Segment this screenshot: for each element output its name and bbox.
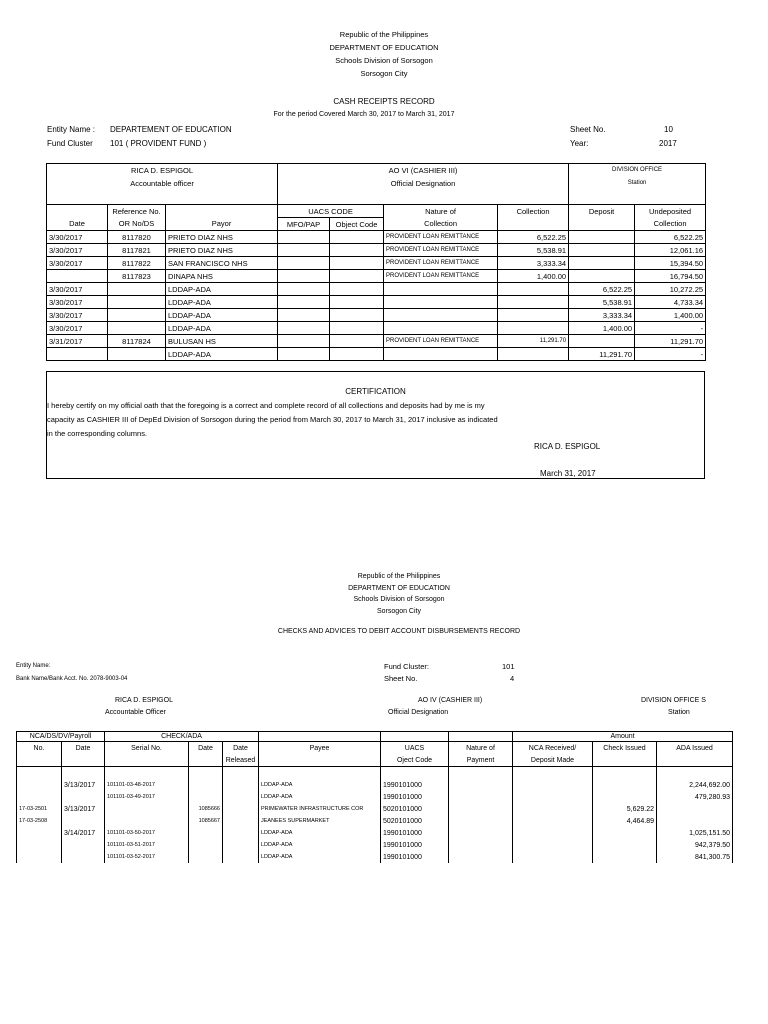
cr-cell-mfo bbox=[278, 348, 330, 361]
cd-cell-nca-received bbox=[513, 827, 593, 839]
cd-cell-date bbox=[62, 815, 105, 827]
cr-cell-date: 3/30/2017 bbox=[47, 322, 108, 335]
cr-cell-object bbox=[330, 283, 384, 296]
cr-cell-nature: PROVIDENT LOAN REMITTANCE bbox=[384, 335, 498, 348]
cr-cell-object bbox=[330, 335, 384, 348]
cd-sheet-label: Sheet No. bbox=[384, 674, 418, 683]
cd-designation: AO IV (CASHIER III) bbox=[418, 697, 483, 704]
cd-cell-ada-issued: 942,379.50 bbox=[657, 839, 733, 851]
cr-col-payor-top bbox=[166, 205, 278, 218]
cr-cell-nature: PROVIDENT LOAN REMITTANCE bbox=[384, 257, 498, 270]
cr-cell-nature bbox=[384, 348, 498, 361]
cr-cell-object bbox=[330, 309, 384, 322]
cd-cell-payee: LDDAP-ADA bbox=[259, 779, 381, 791]
cd-cell-check-no bbox=[189, 827, 223, 839]
cr-cell-nature: PROVIDENT LOAN REMITTANCE bbox=[384, 231, 498, 244]
cr-cell-payor: PRIETO DIAZ NHS bbox=[166, 244, 278, 257]
cd-cell-nature bbox=[449, 827, 513, 839]
cd-cell-check-no bbox=[189, 791, 223, 803]
cd-cell-date: 3/14/2017 bbox=[62, 827, 105, 839]
cr-cell-deposit: 6,522.25 bbox=[569, 283, 635, 296]
cr-entity-label: Entity Name : bbox=[47, 125, 96, 134]
cr-cell-object bbox=[330, 296, 384, 309]
cr-col-date: Date bbox=[47, 218, 108, 231]
cr-colhead-row-2 bbox=[47, 218, 706, 231]
cd-cell-released bbox=[223, 839, 259, 851]
cd-cell-check-issued bbox=[593, 791, 657, 803]
cd-col-payee: Payee bbox=[259, 742, 381, 755]
cd-body bbox=[17, 779, 733, 863]
cd-cell-ada-issued: 479,280.93 bbox=[657, 791, 733, 803]
cd-col-date2: Date bbox=[189, 742, 223, 755]
cd-designation-label: Official Designation bbox=[388, 709, 449, 716]
certification-line: capacity as CASHIER III of DepEd Division of Sorsogon during the period from March 30, 2017 to March 31, 2017 inclusive as indicated bbox=[47, 415, 498, 424]
cd-head-row-3 bbox=[17, 754, 733, 767]
cd-cell-check-no bbox=[189, 851, 223, 863]
cr-body bbox=[47, 231, 706, 361]
cr-cell-nature: PROVIDENT LOAN REMITTANCE bbox=[384, 270, 498, 283]
cr-cell-collection bbox=[498, 296, 569, 309]
cd-col-ada-issued: ADA Issued bbox=[657, 742, 733, 755]
cr-cell-mfo bbox=[278, 270, 330, 283]
cd-cell-check-issued bbox=[593, 839, 657, 851]
cd-officer-label: Accountable Officer bbox=[105, 709, 166, 716]
cd-station: DIVISION OFFICE S bbox=[641, 697, 706, 704]
cd-cell-serial: 101101-03-49-2017 bbox=[105, 791, 189, 803]
cr-col-deposit: Deposit bbox=[569, 205, 635, 218]
cr-header-line: DEPARTMENT OF EDUCATION bbox=[329, 43, 439, 52]
cr-col-object: Object Code bbox=[330, 218, 384, 231]
cd-head-blank bbox=[593, 754, 657, 767]
cd-col-date: Date bbox=[62, 742, 105, 755]
cr-cell-mfo bbox=[278, 244, 330, 257]
cd-col-nca-received-top: NCA Received/ bbox=[513, 742, 593, 755]
cr-period: For the period Covered March 30, 2017 to March 31, 2017 bbox=[273, 111, 455, 118]
cr-cell-payor: PRIETO DIAZ NHS bbox=[166, 231, 278, 244]
cr-cell-collection bbox=[498, 309, 569, 322]
cr-cell-nature: PROVIDENT LOAN REMITTANCE bbox=[384, 244, 498, 257]
cr-cell-deposit: 11,291.70 bbox=[569, 348, 635, 361]
cr-header-line: Schools Division of Sorsogon bbox=[335, 56, 433, 65]
certification-date: March 31, 2017 bbox=[540, 469, 596, 478]
cr-cell-ref bbox=[108, 296, 166, 309]
certification-signatory: RICA D. ESPIGOL bbox=[534, 442, 601, 451]
cd-officer-name: RICA D. ESPIGOL bbox=[115, 697, 173, 704]
cd-head-blank bbox=[189, 754, 223, 767]
cr-cell-deposit bbox=[569, 257, 635, 270]
cd-col-nca: NCA/DS/DV/Payroll bbox=[17, 732, 105, 742]
cd-col-released-bottom: Released bbox=[223, 754, 259, 767]
cd-cell-date bbox=[62, 791, 105, 803]
cr-cell-mfo bbox=[278, 296, 330, 309]
cr-fund-label: Fund Cluster bbox=[47, 139, 93, 148]
cd-table-row bbox=[17, 791, 733, 803]
cd-cell-uacs: 1990101000 bbox=[381, 791, 449, 803]
cd-head-blank bbox=[657, 754, 733, 767]
cd-cell-released bbox=[223, 815, 259, 827]
cd-cell-date bbox=[62, 839, 105, 851]
cr-cell-object bbox=[330, 348, 384, 361]
cr-sheet-label: Sheet No. bbox=[570, 125, 606, 134]
cr-cell-deposit bbox=[569, 270, 635, 283]
cd-cell-no bbox=[17, 791, 62, 803]
cr-cell-ref bbox=[108, 309, 166, 322]
cr-cell-mfo bbox=[278, 309, 330, 322]
cr-cell-payor: LDDAP-ADA bbox=[166, 348, 278, 361]
cd-head-blank bbox=[105, 754, 189, 767]
cd-cell-ada-issued: 1,025,151.50 bbox=[657, 827, 733, 839]
cr-table-row bbox=[47, 322, 706, 335]
cr-table-row bbox=[47, 348, 706, 361]
cd-cell-released bbox=[223, 791, 259, 803]
cr-cell-payor: LDDAP-ADA bbox=[166, 322, 278, 335]
cd-table-row bbox=[17, 779, 733, 791]
cr-cell-ref: 8117821 bbox=[108, 244, 166, 257]
cd-col-uacs-top: UACS bbox=[381, 742, 449, 755]
cd-header-line: Sorsogon City bbox=[377, 607, 421, 615]
cd-cell-check-issued: 5,629.22 bbox=[593, 803, 657, 815]
cr-station: DIVISION OFFICE bbox=[612, 167, 663, 173]
cr-header-line: Republic of the Philippines bbox=[339, 30, 429, 39]
cd-col-no: No. bbox=[17, 742, 62, 755]
cd-table-row bbox=[17, 803, 733, 815]
cd-cell-no bbox=[17, 851, 62, 863]
cr-col-uacs: UACS CODE bbox=[278, 205, 384, 218]
cr-year-label: Year: bbox=[570, 139, 589, 148]
cd-col-nature-top: Nature of bbox=[449, 742, 513, 755]
cr-col-collection-bottom bbox=[498, 218, 569, 231]
cr-cell-mfo bbox=[278, 283, 330, 296]
cd-cell-ada-issued: 841,300.75 bbox=[657, 851, 733, 863]
cd-cell-serial bbox=[105, 803, 189, 815]
cd-cell-date: 3/13/2017 bbox=[62, 779, 105, 791]
cd-cell-check-issued bbox=[593, 851, 657, 863]
cr-col-undep-top: Undeposited bbox=[635, 205, 706, 218]
cr-cell-deposit bbox=[569, 244, 635, 257]
cr-cell-nature bbox=[384, 296, 498, 309]
cr-cell-date: 3/30/2017 bbox=[47, 257, 108, 270]
cr-cell-object bbox=[330, 270, 384, 283]
cr-col-date-top bbox=[47, 205, 108, 218]
cd-col-serial: Serial No. bbox=[105, 742, 189, 755]
cr-station-cell bbox=[569, 164, 706, 205]
cr-cell-date: 3/30/2017 bbox=[47, 283, 108, 296]
cd-table-row bbox=[17, 839, 733, 851]
cr-cell-payor: LDDAP-ADA bbox=[166, 309, 278, 322]
cr-cell-ref bbox=[108, 283, 166, 296]
cr-cell-nature bbox=[384, 283, 498, 296]
cr-cell-object bbox=[330, 231, 384, 244]
cr-cell-ref bbox=[108, 348, 166, 361]
cd-cell-payee: JEANEES SUPERMARKET bbox=[259, 815, 381, 827]
cr-cell-collection bbox=[498, 283, 569, 296]
cd-cell-released bbox=[223, 803, 259, 815]
cd-cell-nca-received bbox=[513, 803, 593, 815]
cr-title: CASH RECEIPTS RECORD bbox=[333, 97, 435, 106]
cr-cell-date bbox=[47, 348, 108, 361]
cd-col-amount: Amount bbox=[513, 732, 733, 742]
cd-col-blank bbox=[449, 732, 513, 742]
cr-cell-object bbox=[330, 322, 384, 335]
cd-bank-label: Bank Name/Bank Acct. No. 2078-9003-04 bbox=[16, 676, 128, 682]
cr-officer-cell bbox=[47, 164, 278, 205]
cr-officer-name: RICA D. ESPIGOL bbox=[130, 166, 194, 175]
cr-fund-value: 101 ( PROVIDENT FUND ) bbox=[110, 139, 207, 148]
cd-cell-payee: PRIMEWATER INFRASTRUCTURE COR bbox=[259, 803, 381, 815]
cd-sheet-value: 4 bbox=[510, 674, 515, 683]
cd-cell-nca-received bbox=[513, 851, 593, 863]
cr-cell-collection bbox=[498, 322, 569, 335]
cd-cell-nature bbox=[449, 839, 513, 851]
cd-cell-check-no bbox=[189, 839, 223, 851]
cd-cell-no bbox=[17, 827, 62, 839]
cr-cell-date: 3/31/2017 bbox=[47, 335, 108, 348]
cash-receipts-table bbox=[46, 163, 706, 361]
cd-cell-released bbox=[223, 779, 259, 791]
cr-table-row bbox=[47, 283, 706, 296]
cd-station-label: Station bbox=[668, 709, 690, 716]
cr-col-ref-bottom: OR No/DS bbox=[108, 218, 166, 231]
cd-cell-no: 17-03-2508 bbox=[17, 815, 62, 827]
cd-cell-payee: LDDAP-ADA bbox=[259, 839, 381, 851]
cd-cell-ada-issued bbox=[657, 803, 733, 815]
cr-cell-collection: 3,333.34 bbox=[498, 257, 569, 270]
cr-colhead-row-1 bbox=[47, 205, 706, 218]
cd-title: CHECKS AND ADVICES TO DEBIT ACCOUNT DISBURSEMENTS RECORD bbox=[277, 628, 521, 635]
cd-cell-payee: LDDAP-ADA bbox=[259, 851, 381, 863]
cd-cell-ada-issued bbox=[657, 815, 733, 827]
cd-cell-nca-received bbox=[513, 779, 593, 791]
cr-cell-nature bbox=[384, 322, 498, 335]
cd-cell-uacs: 1990101000 bbox=[381, 827, 449, 839]
cr-col-mfo: MFO/PAP bbox=[278, 218, 330, 231]
cr-table-row bbox=[47, 335, 706, 348]
cr-cell-date: 3/30/2017 bbox=[47, 244, 108, 257]
cr-cell-payor: LDDAP-ADA bbox=[166, 296, 278, 309]
cd-cell-serial: 101101-03-51-2017 bbox=[105, 839, 189, 851]
cd-cell-uacs: 5020101000 bbox=[381, 815, 449, 827]
cd-head-row-2 bbox=[17, 742, 733, 755]
cr-cell-ref: 8117823 bbox=[108, 270, 166, 283]
cd-col-released-top: Date bbox=[223, 742, 259, 755]
certification-box bbox=[46, 371, 705, 479]
cd-cell-payee: LDDAP-ADA bbox=[259, 827, 381, 839]
cr-cell-deposit: 1,400.00 bbox=[569, 322, 635, 335]
cr-cell-date: 3/30/2017 bbox=[47, 231, 108, 244]
cd-head-row-1 bbox=[17, 732, 733, 742]
cr-cell-deposit bbox=[569, 335, 635, 348]
cd-letterhead bbox=[0, 571, 768, 617]
cd-cell-nca-received bbox=[513, 839, 593, 851]
cr-cell-undeposited: 4,733.34 bbox=[635, 296, 706, 309]
cd-cell-serial: 101101-03-48-2017 bbox=[105, 779, 189, 791]
cr-cell-date bbox=[47, 270, 108, 283]
cd-cell-no: 17-03-2501 bbox=[17, 803, 62, 815]
cr-cell-undeposited: 11,291.70 bbox=[635, 335, 706, 348]
cd-col-check-ada: CHECK/ADA bbox=[105, 732, 259, 742]
cr-cell-payor: LDDAP-ADA bbox=[166, 283, 278, 296]
cr-sheet-value: 10 bbox=[664, 125, 673, 134]
cr-cell-mfo bbox=[278, 335, 330, 348]
cr-col-undep-bottom: Collection bbox=[635, 218, 706, 231]
cd-cell-released bbox=[223, 827, 259, 839]
cr-cell-undeposited: 1,400.00 bbox=[635, 309, 706, 322]
cd-cell-uacs: 1990101000 bbox=[381, 839, 449, 851]
cr-cell-ref bbox=[108, 322, 166, 335]
cd-table-row bbox=[17, 851, 733, 863]
cr-cell-mfo bbox=[278, 231, 330, 244]
cd-cell-payee: LDDAP-ADA bbox=[259, 791, 381, 803]
cr-cell-object bbox=[330, 244, 384, 257]
cr-col-nature-bottom: Collection bbox=[384, 218, 498, 231]
cr-cell-collection: 5,538.91 bbox=[498, 244, 569, 257]
cd-cell-nature bbox=[449, 791, 513, 803]
cr-cell-ref: 8117824 bbox=[108, 335, 166, 348]
cr-officer-row bbox=[47, 164, 706, 205]
cd-head-blank bbox=[259, 754, 381, 767]
cr-designation-cell bbox=[278, 164, 569, 205]
cr-col-collection: Collection bbox=[498, 205, 569, 218]
cr-cell-collection: 6,522.25 bbox=[498, 231, 569, 244]
cr-table-row bbox=[47, 296, 706, 309]
cr-cell-payor: DINAPA NHS bbox=[166, 270, 278, 283]
cd-head-blank bbox=[62, 754, 105, 767]
cd-cell-date bbox=[62, 851, 105, 863]
cr-cell-mfo bbox=[278, 257, 330, 270]
cr-cell-collection: 1,400.00 bbox=[498, 270, 569, 283]
cr-header-line: Sorsogon City bbox=[360, 69, 408, 78]
cd-cell-serial bbox=[105, 815, 189, 827]
cd-table-row bbox=[17, 827, 733, 839]
cr-cell-collection: 11,291.70 bbox=[498, 335, 569, 348]
certification-line: I hereby certify on my official oath that the foregoing is a correct and complete record of all collections and deposits had by me is my bbox=[47, 401, 485, 410]
cr-col-deposit-bottom bbox=[569, 218, 635, 231]
cr-col-nature-top: Nature of bbox=[384, 205, 498, 218]
cd-header-line: DEPARTMENT OF EDUCATION bbox=[348, 584, 450, 592]
cd-fund-label: Fund Cluster: bbox=[384, 662, 430, 671]
cr-cell-date: 3/30/2017 bbox=[47, 309, 108, 322]
cd-col-blank bbox=[381, 732, 449, 742]
cd-fund-value: 101 bbox=[502, 662, 515, 671]
cr-cell-undeposited: 10,272.25 bbox=[635, 283, 706, 296]
cr-col-payor: Payor bbox=[166, 218, 278, 231]
cr-officer-label: Accountable officer bbox=[130, 179, 194, 188]
cd-cell-nca-received bbox=[513, 815, 593, 827]
cr-cell-nature bbox=[384, 309, 498, 322]
cr-cell-payor: BULUSAN HS bbox=[166, 335, 278, 348]
cr-table-row bbox=[47, 309, 706, 322]
cd-col-nca-received-bottom: Deposit Made bbox=[513, 754, 593, 767]
cr-letterhead bbox=[0, 28, 768, 80]
cd-header-line: Republic of the Philippines bbox=[357, 573, 441, 580]
cd-cell-nature bbox=[449, 851, 513, 863]
certification-line: in the corresponding columns. bbox=[47, 429, 148, 438]
cd-cell-no bbox=[17, 779, 62, 791]
cd-table-row bbox=[17, 815, 733, 827]
cr-cell-object bbox=[330, 257, 384, 270]
cr-table-row bbox=[47, 270, 706, 283]
cd-cell-date: 3/13/2017 bbox=[62, 803, 105, 815]
cr-cell-undeposited: 6,522.25 bbox=[635, 231, 706, 244]
cr-table-row bbox=[47, 244, 706, 257]
cd-cell-check-no bbox=[189, 779, 223, 791]
cr-entity-value: DEPARTEMENT OF EDUCATION bbox=[110, 125, 232, 134]
cd-cell-check-issued: 4,464.89 bbox=[593, 815, 657, 827]
cd-cell-nature bbox=[449, 815, 513, 827]
cr-cell-undeposited: - bbox=[635, 348, 706, 361]
cd-cell-nca-received bbox=[513, 791, 593, 803]
cd-cell-serial: 101101-03-50-2017 bbox=[105, 827, 189, 839]
cr-table-row bbox=[47, 257, 706, 270]
cd-cell-uacs: 1990101000 bbox=[381, 779, 449, 791]
cr-cell-undeposited: 16,794.50 bbox=[635, 270, 706, 283]
cd-cell-uacs: 5020101000 bbox=[381, 803, 449, 815]
cr-cell-undeposited: - bbox=[635, 322, 706, 335]
cd-cell-no bbox=[17, 839, 62, 851]
cd-spacer-row bbox=[17, 767, 733, 780]
cd-col-nature-bottom: Payment bbox=[449, 754, 513, 767]
cd-col-check-issued: Check Issued bbox=[593, 742, 657, 755]
cd-cell-serial: 101101-03-52-2017 bbox=[105, 851, 189, 863]
cr-cell-payor: SAN FRANCISCO NHS bbox=[166, 257, 278, 270]
cr-cell-deposit bbox=[569, 231, 635, 244]
cr-station-label: Station bbox=[627, 180, 647, 186]
cr-cell-deposit: 5,538.91 bbox=[569, 296, 635, 309]
cr-cell-undeposited: 15,394.50 bbox=[635, 257, 706, 270]
cd-col-uacs-bottom: Oject Code bbox=[381, 754, 449, 767]
cd-cell-check-issued bbox=[593, 779, 657, 791]
cr-cell-undeposited: 12,061.16 bbox=[635, 244, 706, 257]
cr-year-value: 2017 bbox=[659, 139, 677, 148]
cr-cell-date: 3/30/2017 bbox=[47, 296, 108, 309]
cr-col-ref-top: Reference No. bbox=[108, 205, 166, 218]
cr-designation-label: Official Designation bbox=[390, 179, 456, 188]
cd-header-line: Schools Division of Sorsogon bbox=[353, 596, 445, 603]
cr-cell-ref: 8117820 bbox=[108, 231, 166, 244]
cd-cell-released bbox=[223, 851, 259, 863]
cr-cell-collection bbox=[498, 348, 569, 361]
cr-designation: AO VI (CASHIER III) bbox=[388, 166, 458, 175]
cd-cell-check-no: 1085667 bbox=[189, 815, 223, 827]
cr-cell-mfo bbox=[278, 322, 330, 335]
cd-cell-ada-issued: 2,244,692.00 bbox=[657, 779, 733, 791]
cr-cell-ref: 8117822 bbox=[108, 257, 166, 270]
cd-entity-label: Entity Name: bbox=[16, 663, 51, 669]
disbursements-table bbox=[16, 731, 733, 863]
cr-table-row bbox=[47, 231, 706, 244]
cd-col-blank bbox=[259, 732, 381, 742]
cd-cell-nature bbox=[449, 779, 513, 791]
cd-cell-uacs: 1990101000 bbox=[381, 851, 449, 863]
cd-cell-check-no: 1085666 bbox=[189, 803, 223, 815]
cd-head-blank bbox=[17, 754, 62, 767]
cd-cell-check-issued bbox=[593, 827, 657, 839]
certification-title: CERTIFICATION bbox=[345, 387, 406, 396]
cr-cell-deposit: 3,333.34 bbox=[569, 309, 635, 322]
cd-cell-nature bbox=[449, 803, 513, 815]
